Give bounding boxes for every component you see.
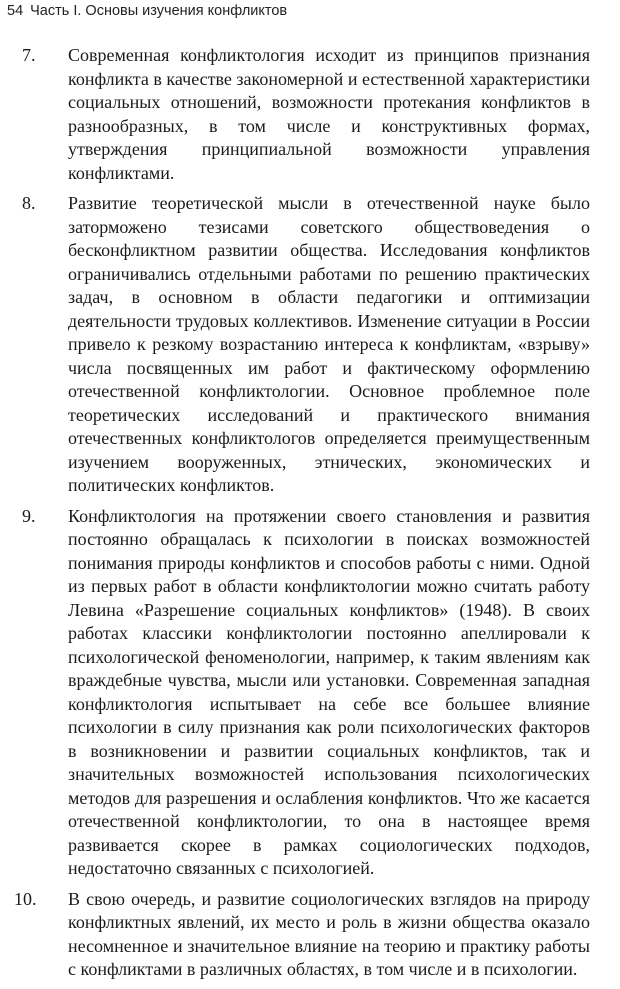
item-text: Современная конфликтология исходит из принципов признания конфликта в качестве закономерной и естественной характеристики социальных отношений, возможности протекания конфликтов в разнообразных, в том числе и конструктивных формах, утверждения принципиальной возможности управления конфликтами. (68, 45, 590, 183)
item-number: 10. (14, 888, 37, 909)
running-header (7, 2, 287, 20)
list-item (0, 44, 620, 185)
conclusions-list (0, 44, 620, 989)
list-item (0, 888, 620, 982)
item-number: 8. (22, 193, 36, 213)
item-number: 7. (22, 45, 36, 65)
list-item (0, 505, 620, 881)
item-text: В свою очередь, и развитие социологических взглядов на природу конфликтных явлений, их место и роль в жизни общества оказало несомненное и значительное влияние на теорию и практику работы с конфликтами в различных областях, в том числе и в психологии. (68, 888, 590, 979)
running-title: Часть I. Основы изучения конфликтов (30, 3, 288, 19)
item-number: 9. (22, 505, 36, 526)
item-text: Развитие теоретической мысли в отечественной науке было заторможено тезисами советского обществоведения о бесконфликтном развитии общества. Исследования конфликтов ограничивались отдельными работами по решению практических задач, в основном в области педагогики и оптимизации деятельности трудовых коллективов. Изменение ситуации в России привело к резкому возрастанию интереса к конфликтам, «взрыву» числа посвященных им работ и фактическому оформлению отечественной конфликтологии. Основное проблемное поле теоретических исследований и практического внимания отечественных конфликтологов определяется преимущественным изучением вооруженных, этнических, экономических и политических конфликтов. (68, 193, 590, 495)
list-item (0, 192, 620, 498)
page-number: 54 (7, 3, 24, 19)
item-text: Конфликтология на протяжении своего становления и развития постоянно обращалась к психологии в поисках возможностей понимания природы конфликтов и способов работы с ними. Одной из первых работ в области конфликтологии можно считать работу Левина «Разрешение социальных конфликтов» (1948). В своих работах классики конфликтологии постоянно апеллировали к психологической феноменологии, например, к таким явлениям как враждебные чувства, мысли или установки. Современная западная конфликтология испытывает на себе все большее влияние психологии в силу признания как роли психологических факторов в возникновении и развитии социальных конфликтов, так и значительных возможностей использования психологических методов для разрешения и ослабления конфликтов. Что же касается отечественной конфликтологии, то она в настоящее время развивается скорее в рамках социологических подходов, недостаточно связанных с психологией. (68, 505, 590, 878)
